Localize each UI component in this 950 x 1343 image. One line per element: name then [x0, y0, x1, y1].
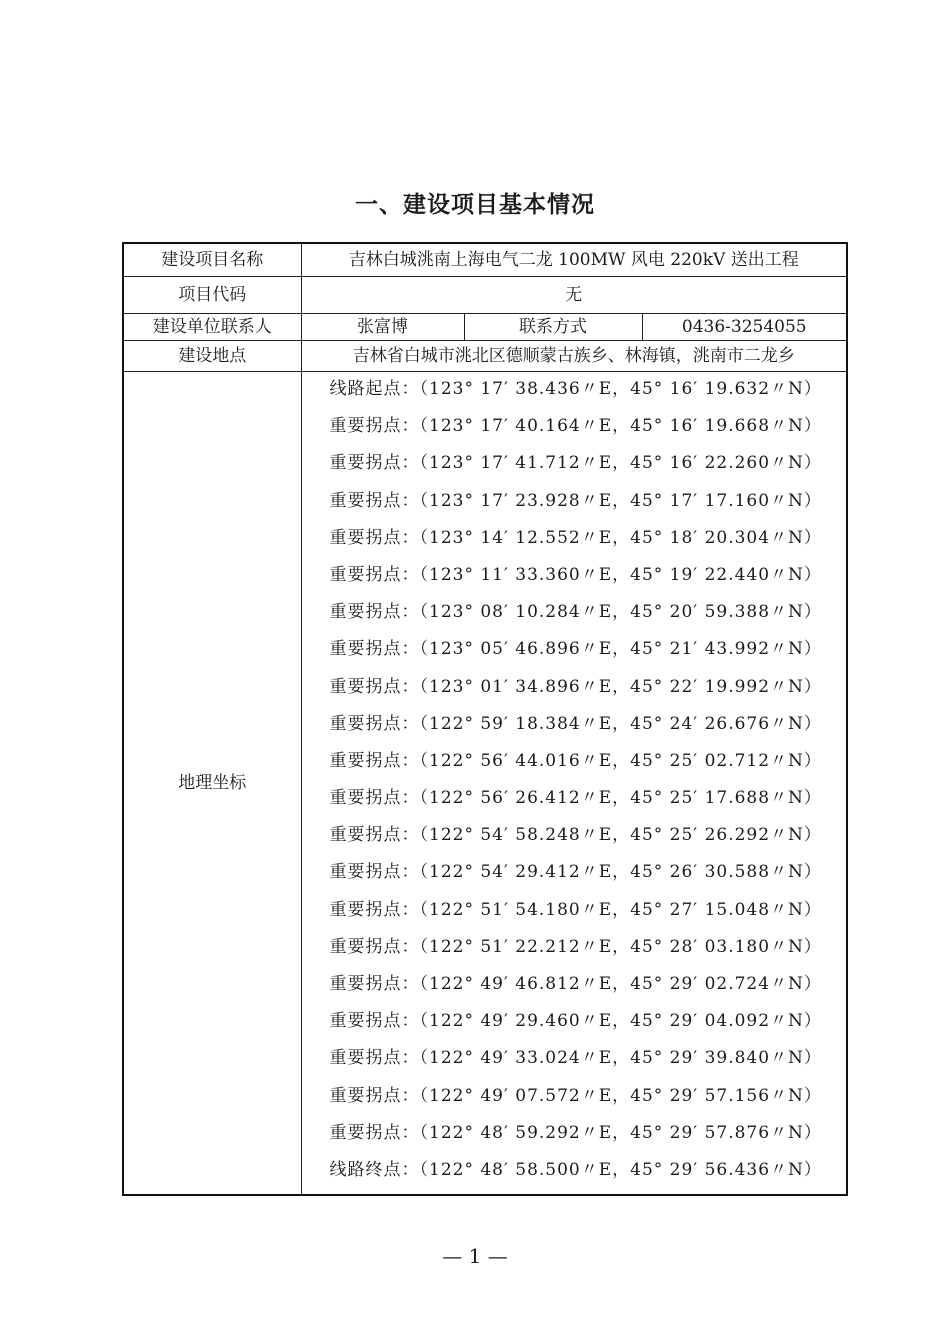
coord-line — [302, 1083, 847, 1120]
coord-value: （123° 05′ 46.896〃E，45° 21′ 43.992〃N） — [419, 639, 822, 660]
coord-line — [302, 897, 847, 934]
coord-line — [302, 413, 847, 450]
coord-label: 重要拐点： — [329, 676, 420, 697]
coord-value: （122° 51′ 54.180〃E，45° 27′ 15.048〃N） — [419, 899, 822, 920]
coord-label: 重要拐点： — [329, 1122, 420, 1143]
table-row — [123, 277, 847, 314]
coord-line — [302, 599, 847, 636]
coord-line — [302, 934, 847, 971]
section-title: 一、建设项目基本情况 — [355, 192, 595, 218]
coord-label: 重要拐点： — [329, 1085, 420, 1106]
coord-line — [302, 822, 847, 859]
coord-label: 重要拐点： — [329, 788, 420, 809]
location-label: 建设地点 — [123, 341, 301, 372]
coord-value: （122° 49′ 46.812〃E，45° 29′ 02.724〃N） — [419, 974, 822, 994]
coord-value: （123° 11′ 33.360〃E，45° 19′ 22.440〃N） — [419, 564, 822, 585]
coord-value: （122° 49′ 33.024〃E，45° 29′ 39.840〃N） — [419, 1048, 822, 1069]
project-name-value: 吉林白城洮南上海电气二龙 100MW 风电 220kV 送出工程 — [301, 243, 847, 277]
coord-label: 重要拐点： — [329, 713, 420, 734]
coord-label: 重要拐点： — [329, 564, 420, 585]
coord-label: 重要拐点： — [329, 602, 420, 623]
contact-method-label: 联系方式 — [464, 314, 642, 341]
coords-list — [301, 372, 847, 1196]
project-code-label: 项目代码 — [123, 277, 301, 314]
coord-value: （122° 48′ 59.292〃E，45° 29′ 57.876〃N） — [419, 1122, 822, 1143]
coord-line — [302, 636, 847, 673]
table-row — [123, 372, 847, 1196]
coord-value: （122° 49′ 29.460〃E，45° 29′ 04.092〃N） — [419, 1011, 822, 1032]
coord-label: 线路起点： — [329, 379, 420, 399]
coord-label: 重要拐点： — [329, 639, 420, 660]
coord-label: 重要拐点： — [329, 1048, 420, 1069]
coords-label: 地理坐标 — [123, 372, 301, 1196]
location-value: 吉林省白城市洮北区德顺蒙古族乡、林海镇，洮南市二龙乡 — [301, 341, 847, 372]
coord-value: （122° 56′ 44.016〃E，45° 25′ 02.712〃N） — [419, 750, 822, 771]
coord-label: 重要拐点： — [329, 974, 420, 994]
coord-line — [302, 859, 847, 896]
coord-line — [302, 525, 847, 562]
coord-value: （122° 59′ 18.384〃E，45° 24′ 26.676〃N） — [419, 713, 822, 734]
coord-line — [302, 711, 847, 748]
coord-value: （122° 48′ 58.500〃E，45° 29′ 56.436〃N） — [419, 1159, 822, 1180]
coord-value: （122° 56′ 26.412〃E，45° 25′ 17.688〃N） — [419, 788, 822, 809]
coord-line — [302, 376, 847, 413]
coord-line — [302, 1157, 847, 1194]
coord-line — [302, 1008, 847, 1045]
coord-line — [302, 748, 847, 785]
project-name-label: 建设项目名称 — [123, 243, 301, 277]
table-row — [123, 243, 847, 277]
coord-line — [302, 971, 847, 1008]
coord-label: 重要拐点： — [329, 750, 420, 771]
project-code-value: 无 — [301, 277, 847, 314]
table-row — [123, 341, 847, 372]
coord-label: 重要拐点： — [329, 899, 420, 920]
coord-label: 重要拐点： — [329, 1011, 420, 1032]
coord-value: （123° 17′ 38.436〃E，45° 16′ 19.632〃N） — [419, 379, 822, 399]
project-info-table — [122, 242, 848, 1196]
coord-value: （123° 17′ 23.928〃E，45° 17′ 17.160〃N） — [419, 490, 822, 511]
coord-value: （122° 54′ 58.248〃E，45° 25′ 26.292〃N） — [419, 825, 822, 846]
coord-label: 重要拐点： — [329, 825, 420, 846]
coord-label: 重要拐点： — [329, 490, 420, 511]
coord-line — [302, 785, 847, 822]
coord-line — [302, 450, 847, 487]
coord-line — [302, 1045, 847, 1082]
coord-line — [302, 488, 847, 525]
coord-value: （123° 08′ 10.284〃E，45° 20′ 59.388〃N） — [419, 602, 822, 623]
coord-label: 线路终点： — [329, 1159, 420, 1180]
coord-line — [302, 674, 847, 711]
contact-value: 张富博 — [301, 314, 464, 341]
coord-label: 重要拐点： — [329, 453, 420, 474]
coord-value: （123° 17′ 40.164〃E，45° 16′ 19.668〃N） — [419, 416, 822, 437]
coord-value: （123° 14′ 12.552〃E，45° 18′ 20.304〃N） — [419, 527, 822, 548]
page-number: — 1 — — [442, 1244, 508, 1268]
contact-label: 建设单位联系人 — [123, 314, 301, 341]
coord-label: 重要拐点： — [329, 862, 420, 883]
coord-label: 重要拐点： — [329, 527, 420, 548]
coord-value: （122° 54′ 29.412〃E，45° 26′ 30.588〃N） — [419, 862, 822, 883]
contact-method-value: 0436-3254055 — [642, 314, 847, 341]
coord-value: （123° 17′ 41.712〃E，45° 16′ 22.260〃N） — [419, 453, 822, 474]
coord-line — [302, 1120, 847, 1157]
coord-label: 重要拐点： — [329, 416, 420, 437]
coord-value: （122° 51′ 22.212〃E，45° 28′ 03.180〃N） — [419, 936, 822, 957]
coord-value: （123° 01′ 34.896〃E，45° 22′ 19.992〃N） — [419, 676, 822, 697]
coord-line — [302, 562, 847, 599]
coord-label: 重要拐点： — [329, 936, 420, 957]
coord-value: （122° 49′ 07.572〃E，45° 29′ 57.156〃N） — [419, 1085, 822, 1106]
table-row — [123, 314, 847, 341]
